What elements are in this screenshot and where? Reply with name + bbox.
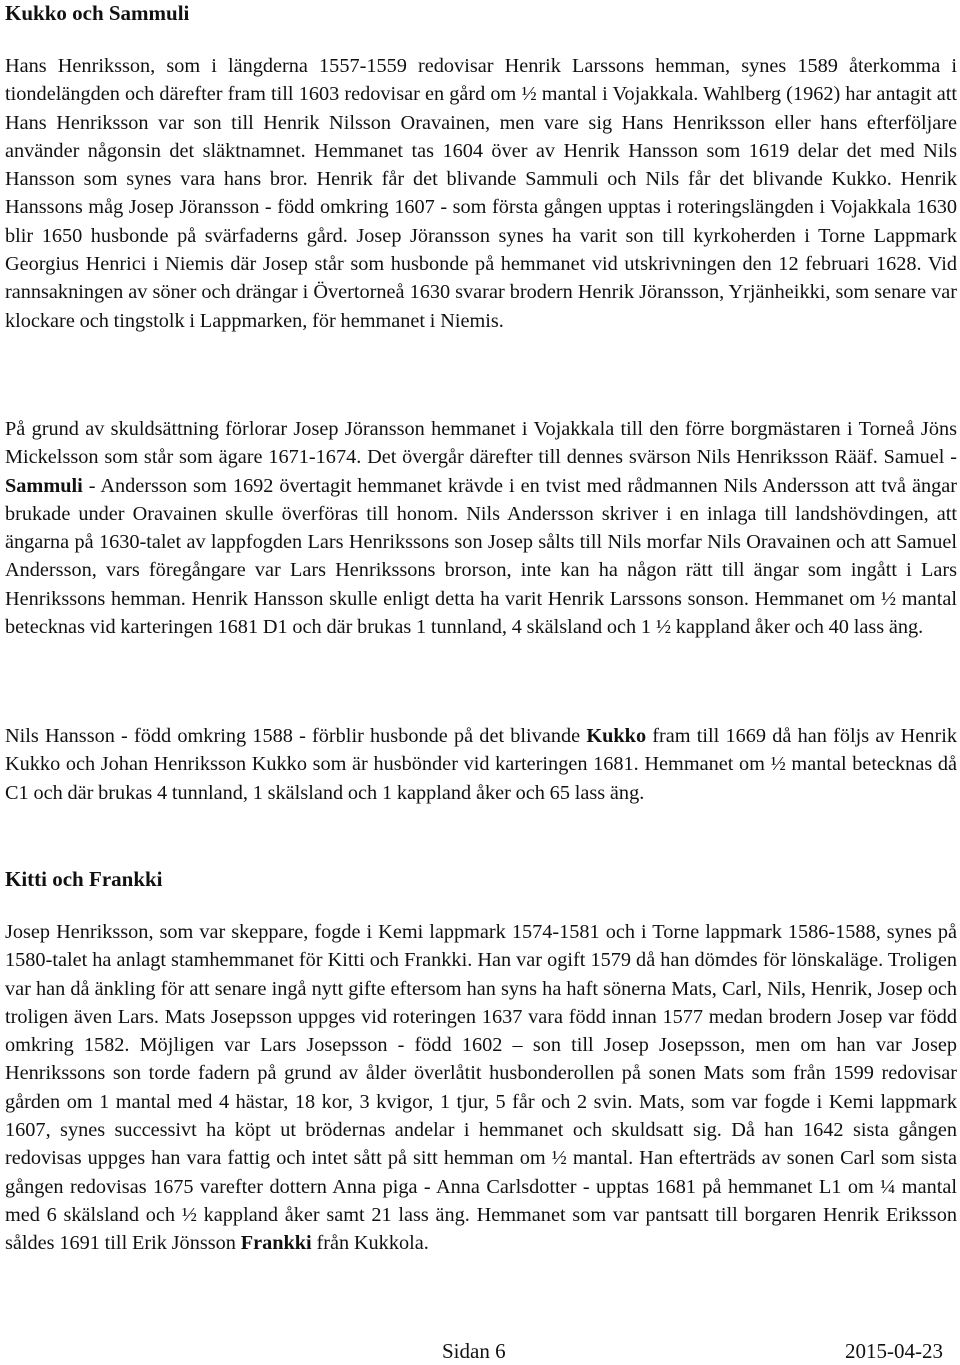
paragraph-text: - Andersson som 1692 övertagit hemmanet krävde i en tvist med rådmannen Nils Andersson att två ängar brukade under Oravainen skulle överföras till honom. Nils Andersson skriver i en inlaga till landshövdingen, att ängarna på 1630-talet av lappfogden Lars Henrikssons son Josep sålts till Nils morfar Nils Oravainen och att Samuel Andersson, vars föregångare var Lars Henrikssons brorson, inte kan ha någon rätt till ängar som ingått i Lars Henrikssons hemman. Henrik Hansson skulle enligt detta ha varit Henrik Larssons sonson. Hemmanet om ½ mantal betecknas vid karteringen 1681 D1 och där brukas 1 tunnland, 4 skälsland och 1 ½ kappland åker och 40 lass äng. <box>5 474 957 639</box>
bold-term: Frankki <box>240 1232 312 1255</box>
paragraph <box>5 415 957 641</box>
footer-date: 2015-04-23 <box>845 1339 943 1363</box>
paragraph-text: På grund av skuldsättning förlorar Josep Jöransson hemmanet i Vojakkala till den förre borgmästaren i Torneå Jöns Mickelsson som står som ägare 1671-1674. Det övergår därefter till dennes svärson Nils Henriksson Rääf. Samuel - <box>5 418 957 469</box>
paragraph-text: fram till 1669 då han följs av Henrik Kukko och Johan Henriksson Kukko som är husbönder vid karteringen 1681. Hemmanet om ½ mantal betecknas då C1 och där brukas 4 tunnland, 1 skälsland och 1 kappland åker och 65 lass äng. <box>5 725 958 804</box>
paragraph <box>5 52 957 335</box>
paragraph-text: Josep Henriksson, som var skeppare, fogde i Kemi lappmark 1574-1581 och i Torne lappmark 1586-1588, synes på 1580-talet ha anlagt stamhemmanet för Kitti och Frankki. Han var ogift 1579 då han dömdes för lönskaläge. Troligen var han då änkling för att senare ingå nytt gifte eftersom han syns ha haft sönerna Mats, Carl, Nils, Henrik, Josep och troligen även Lars. Mats Josepsson uppges vid roteringen 1637 vara född innan 1577 medan brodern Josep var född omkring 1582. Möjligen var Lars Josepsson - född 1602 – son till Josep Josepsson, men om han var Josep Henrikssons son torde fadern på grund av ålder överlåtit husbonderollen på sonen Mats som från 1599 redovisar gården om 1 mantal med 4 hästar, 18 kor, 3 kvigor, 1 tjur, 5 får och 2 svin. Mats, som var fogde i Kemi lappmark 1607, synes successivt ha köpt ut brödernas andelar i hemmanet och skuldsatt sig. Då han 1642 sista gången redovisas uppges han vara fattig och intet sått på sitt hemman om ½ mantal. Han efterträds av sonen Carl som sista gången redovisas 1675 varefter dottern Anna piga - Anna Carlsdotter - upptas 1681 på hemmanet L1 om ¼ mantal med 6 skälsland och ½ kappland åker samt 21 lass äng. Hemmanet som var pantsatt till borgaren Henrik Eriksson såldes 1691 till Erik Jönsson <box>5 921 957 1255</box>
bold-term: Sammuli <box>5 474 83 497</box>
section-heading: Kukko och Sammuli <box>5 1 190 25</box>
paragraph <box>5 918 957 1258</box>
paragraph-text: från Kukkola. <box>311 1232 429 1255</box>
bold-term: Kukko <box>586 725 647 747</box>
section-heading: Kitti och Frankki <box>5 867 163 891</box>
page-number: Sidan 6 <box>442 1339 506 1363</box>
paragraph <box>5 722 957 807</box>
page-footer <box>5 1339 957 1365</box>
paragraph-text: Hans Henriksson, som i längderna 1557-1559 redovisar Henrik Larssons hemman, synes 1589 återkomma i tiondelängden och därefter fram till 1603 redovisar en gård om ½ mantal i Vojakkala. Wahlberg (1962) har antagit att Hans Henriksson var son till Henrik Nilsson Oravainen, men vare sig Hans Henriksson eller hans efterföljare använder någonsin det släktnamnet. Hemmanet tas 1604 över av Henrik Hansson som 1619 delar det med Nils Hansson som synes vara hans bror. Henrik får det blivande Sammuli och Nils får det blivande Kukko. Henrik Hanssons måg Josep Jöransson - född omkring 1607 - som första gången upptas i roteringslängden i Vojakkala 1630 blir 1650 husbonde på svärfaderns gård. Josep Jöransson synes ha varit son till kyrkoherden i Torne Lappmark Georgius Henrici i Niemis där Josep står som husbonde på hemmanet vid utskrivningen den 12 februari 1628. Vid rannsakningen av söner och drängar i Övertorneå 1630 svarar brodern Henrik Jöransson, Yrjänheikki, som senare var klockare och tingstolk i Lappmarken, för hemmanet i Niemis. <box>5 55 957 332</box>
paragraph-text: Nils Hansson - född omkring 1588 - förblir husbonde på det blivande <box>5 725 587 747</box>
